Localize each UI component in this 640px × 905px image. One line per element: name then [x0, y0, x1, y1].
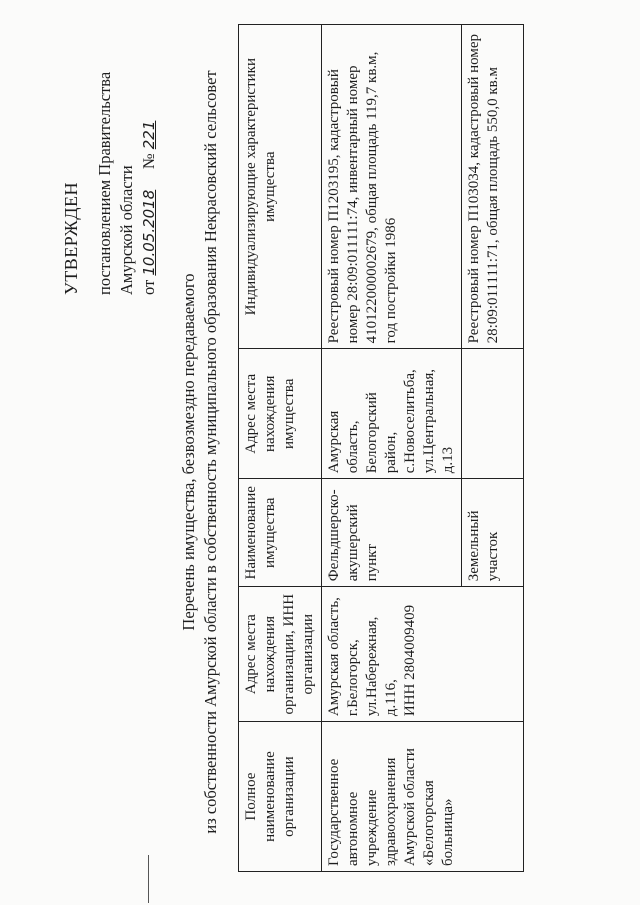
characteristics-cell: Реестровый номер П103034, кадастровый номер 28:09:011111:71, общая площадь 550,0 кв.м	[462, 25, 524, 349]
property-table	[238, 24, 524, 872]
approval-block	[60, 35, 160, 295]
property-address-cell: Амурская область, Белогорский район, с.Новоселитьба, ул.Центральная, д.13	[322, 349, 462, 479]
header-org-address: Адрес места нахождения организации, ИНН организации	[239, 587, 322, 722]
approval-line-2: Амурской области	[117, 165, 136, 295]
approval-number: 221	[140, 120, 158, 150]
approval-date: 10.05.2018	[140, 189, 158, 276]
table-header-row	[239, 25, 322, 872]
org-address: Амурская область, г.Белогорск, ул.Набережная, д.116,	[326, 597, 399, 717]
document-sheet	[20, 12, 620, 892]
header-org-name: Полное наименование организации	[239, 722, 322, 872]
header-property-address: Адрес места нахождения имущества	[239, 349, 322, 479]
approval-line-1: постановлением Правительства	[95, 71, 114, 295]
org-name-cell: Государственное автономное учреждение здравоохранения Амурской области «Белогорская больница»	[322, 722, 524, 872]
rotated-page-area	[20, 12, 620, 892]
document-title	[178, 12, 222, 892]
approval-heading: УТВЕРЖДЕН	[61, 181, 81, 295]
property-name-cell: Фельдшерско-акушерский пункт	[322, 479, 462, 587]
header-characteristics: Индивидуализирующие характеристики имущества	[239, 25, 322, 349]
table-row	[322, 25, 462, 872]
org-address-cell	[322, 587, 524, 722]
scan-edge-mark	[148, 855, 149, 903]
title-line-2: из собственности Амурской области в собственность муниципального образования Некрасовский сельсовет	[201, 70, 220, 834]
characteristics-cell: Реестровый номер П1203195, кадастровый номер 28:09:011111:74, инвентарный номер 410122000002679, общая площадь 119,7 кв.м, год постройки 1986	[322, 25, 462, 349]
number-prefix: №	[139, 153, 158, 170]
org-inn: ИНН 2804009409	[402, 604, 418, 717]
approval-date-line	[138, 35, 160, 295]
property-address-cell	[462, 349, 524, 479]
from-prefix: от	[139, 279, 158, 295]
title-line-1: Перечень имущества, безвозмездно передаваемого	[179, 273, 198, 631]
property-name-cell: Земельный участок	[462, 479, 524, 587]
header-property-name: Наименование имущества	[239, 479, 322, 587]
